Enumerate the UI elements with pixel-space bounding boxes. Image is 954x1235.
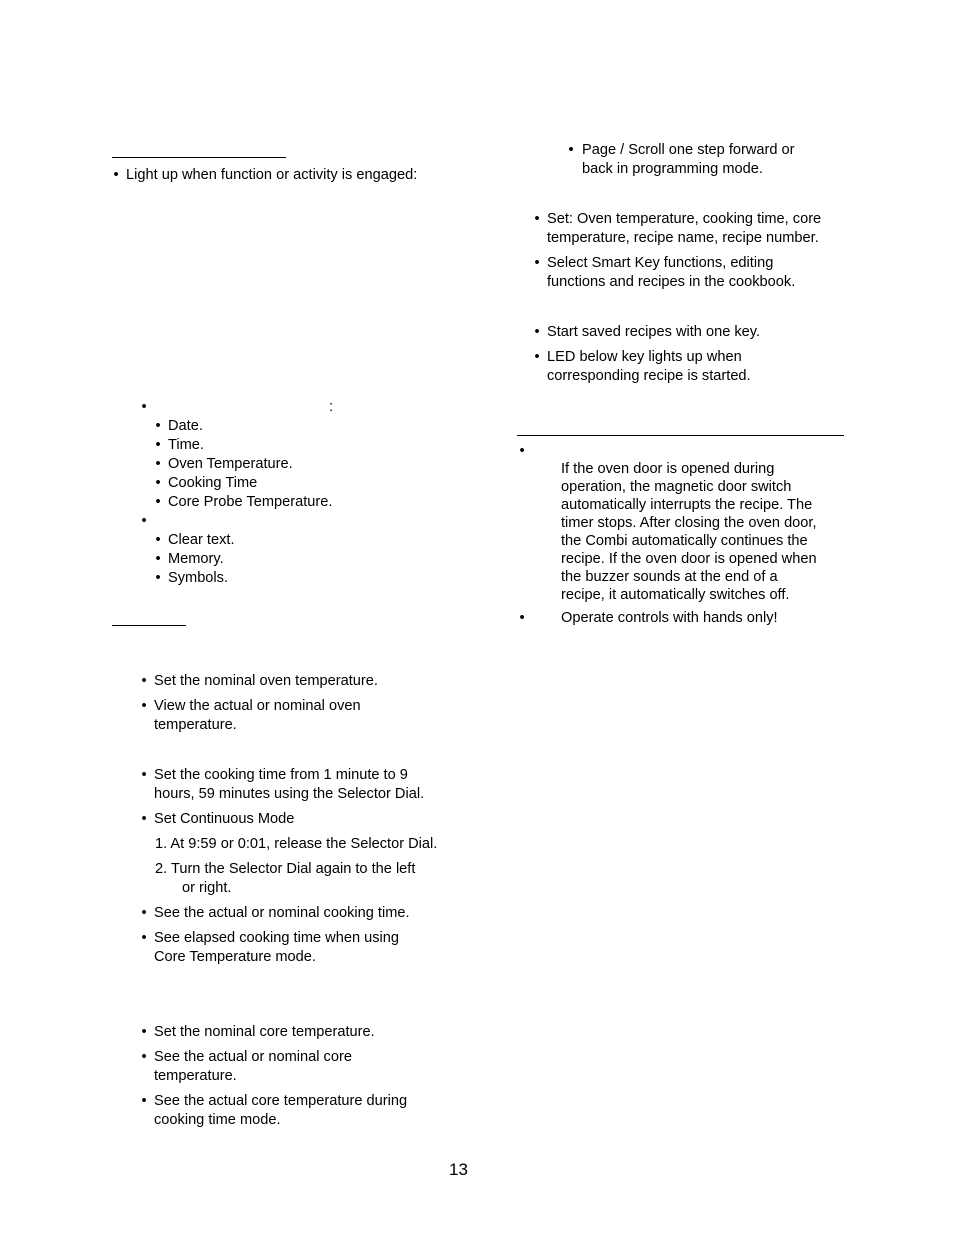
sub-list-item: Core Probe Temperature. xyxy=(168,494,333,510)
bullet: • xyxy=(141,767,147,783)
sub-list-item: Symbols. xyxy=(168,570,229,586)
bullet: • xyxy=(141,399,147,415)
list-item: View the actual or nominal oven xyxy=(154,698,361,714)
sub-list-item: Date. xyxy=(168,418,203,434)
list-item: See the actual core temperature during xyxy=(154,1093,408,1109)
bullet: • xyxy=(141,1024,147,1040)
page-number: 13 xyxy=(449,1160,468,1179)
list-item-continuation: temperature. xyxy=(154,717,237,733)
list-item: Set the nominal core temperature. xyxy=(154,1024,375,1040)
sub-bullet: • xyxy=(155,475,161,491)
list-item-continuation: corresponding recipe is started. xyxy=(547,368,751,384)
bullet: • xyxy=(141,698,147,714)
sub-bullet: • xyxy=(155,494,161,510)
paragraph-line: timer stops. After closing the oven door, xyxy=(561,515,817,531)
bullet: • xyxy=(534,255,540,271)
sub-bullet: • xyxy=(155,551,161,567)
paragraph-line: operation, the magnetic door switch xyxy=(561,479,792,495)
list-item-continuation: functions and recipes in the cookbook. xyxy=(547,274,796,290)
list-item-continuation: temperature. xyxy=(154,1068,237,1084)
sub-list-item: Clear text. xyxy=(168,532,235,548)
sub-bullet: • xyxy=(155,456,161,472)
paragraph-line: recipe, it automatically switches off. xyxy=(561,587,790,603)
paragraph-line: the Combi automatically continues the xyxy=(561,533,808,549)
list-item: Page / Scroll one step forward or xyxy=(582,142,795,158)
bullet: • xyxy=(519,443,525,459)
list-item-continuation: Core Temperature mode. xyxy=(154,949,316,965)
list-item: Set the cooking time from 1 minute to 9 xyxy=(154,767,408,783)
list-item: Set the nominal oven temperature. xyxy=(154,673,378,689)
sub-list-item: Memory. xyxy=(168,551,224,567)
paragraph-line: the buzzer sounds at the end of a xyxy=(561,569,778,585)
list-item: Set: Oven temperature, cooking time, core xyxy=(547,211,822,227)
bullet: • xyxy=(519,610,525,626)
numbered-step: 2. Turn the Selector Dial again to the left xyxy=(155,861,416,877)
list-item-continuation: hours, 59 minutes using the Selector Dial. xyxy=(154,786,425,802)
sub-bullet: • xyxy=(155,437,161,453)
section-heading-rule xyxy=(112,157,286,158)
list-item: See elapsed cooking time when using xyxy=(154,930,400,946)
list-item-suffix: : xyxy=(329,399,334,415)
list-item: LED below key lights up when xyxy=(547,349,742,365)
bullet: • xyxy=(141,811,147,827)
paragraph-line: If the oven door is opened during xyxy=(561,461,775,477)
bullet: • xyxy=(141,673,147,689)
sub-bullet: • xyxy=(155,570,161,586)
sub-bullet: • xyxy=(155,532,161,548)
numbered-step-continuation: or right. xyxy=(182,880,232,896)
list-item-continuation: temperature, recipe name, recipe number. xyxy=(547,230,819,246)
bullet: • xyxy=(141,513,147,529)
bullet: • xyxy=(534,349,540,365)
paragraph-line: automatically interrupts the recipe. The xyxy=(561,497,813,513)
bullet: • xyxy=(141,1049,147,1065)
bullet: • xyxy=(141,930,147,946)
sub-bullet: • xyxy=(155,418,161,434)
sub-list-item: Cooking Time xyxy=(168,475,258,491)
section-heading-rule xyxy=(517,435,844,436)
list-item: Light up when function or activity is engaged: xyxy=(126,167,418,183)
bullet: • xyxy=(534,211,540,227)
section-heading-rule xyxy=(112,625,186,626)
paragraph-line: recipe. If the oven door is opened when xyxy=(561,551,817,567)
list-item-continuation: cooking time mode. xyxy=(154,1112,281,1128)
bullet: • xyxy=(141,905,147,921)
bullet: • xyxy=(534,324,540,340)
bullet: • xyxy=(141,1093,147,1109)
list-item: See the actual or nominal core xyxy=(154,1049,352,1065)
list-item: Select Smart Key functions, editing xyxy=(547,255,774,271)
list-item: Operate controls with hands only! xyxy=(561,610,778,626)
numbered-step: 1. At 9:59 or 0:01, release the Selector Dial. xyxy=(155,836,438,852)
list-item: See the actual or nominal cooking time. xyxy=(154,905,410,921)
list-item-continuation: back in programming mode. xyxy=(582,161,763,177)
bullet: • xyxy=(113,167,119,183)
sub-list-item: Time. xyxy=(168,437,204,453)
list-item: Set Continuous Mode xyxy=(154,811,295,827)
list-item: Start saved recipes with one key. xyxy=(547,324,761,340)
sub-bullet: • xyxy=(568,142,574,158)
sub-list-item: Oven Temperature. xyxy=(168,456,293,472)
